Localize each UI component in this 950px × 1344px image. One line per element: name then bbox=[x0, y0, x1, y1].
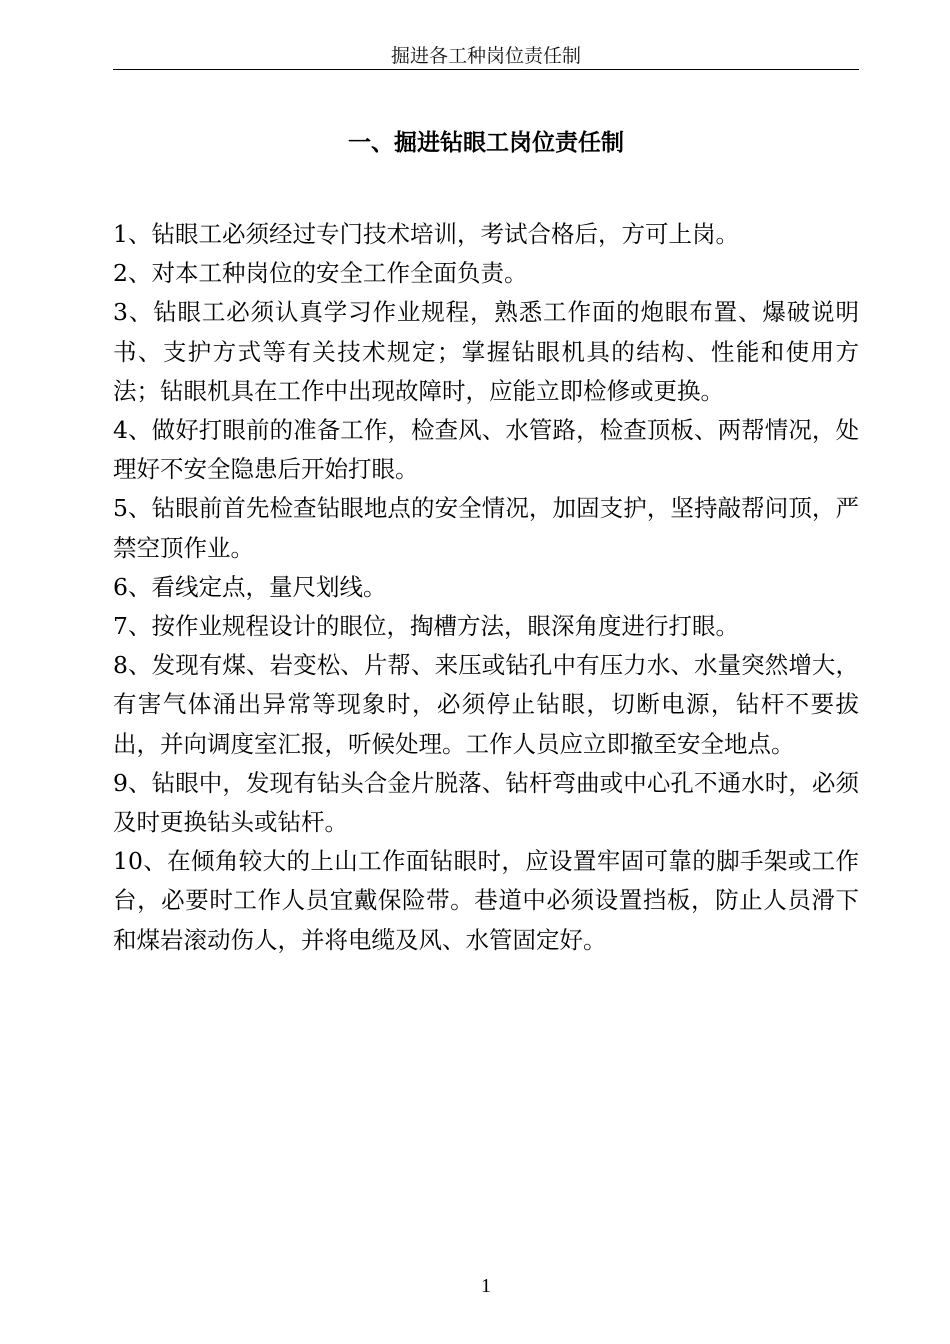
paragraph-8: 8、发现有煤、岩变松、片帮、来压或钻孔中有压力水、水量突然增大，有害气体涌出异常等现象时，必须停止钻眼，切断电源，钻杆不要拔出，并向调度室汇报，听候处理。工作人员应立即撤至安全地点。 bbox=[113, 651, 859, 758]
paragraph-7: 7、按作业规程设计的眼位，掏槽方法，眼深角度进行打眼。 bbox=[113, 612, 739, 641]
page-number: 1 bbox=[481, 1275, 491, 1297]
paragraph-4: 4、做好打眼前的准备工作，检查风、水管路，检查顶板、两帮情况，处理好不安全隐患后开始打眼。 bbox=[113, 416, 859, 484]
document-title: 一、掘进钻眼工岗位责任制 bbox=[348, 130, 624, 156]
running-header: 掘进各工种岗位责任制 bbox=[390, 45, 581, 67]
paragraph-5: 5、钻眼前首先检查钻眼地点的安全情况，加固支护，坚持敲帮问顶，严禁空顶作业。 bbox=[113, 494, 859, 562]
document-body bbox=[113, 215, 859, 960]
paragraph-2: 2、对本工种岗位的安全工作全面负责。 bbox=[113, 259, 528, 288]
paragraph-9: 9、钻眼中，发现有钻头合金片脱落、钻杆弯曲或中心孔不通水时，必须及时更换钻头或钻杆。 bbox=[113, 768, 859, 837]
paragraph-1: 1、钻眼工必须经过专门技术培训，考试合格后，方可上岗。 bbox=[113, 220, 739, 248]
paragraph-6: 6、看线定点，量尺划线。 bbox=[113, 572, 387, 601]
paragraph-10: 10、在倾角较大的上山工作面钻眼时，应设置牢固可靠的脚手架或工作台，必要时工作人员宜戴保险带。巷道中必须设置挡板，防止人员滑下和煤岩滚动伤人，并将电缆及风、水管固定好。 bbox=[113, 847, 859, 954]
header-divider bbox=[113, 69, 859, 70]
paragraph-3: 3、钻眼工必须认真学习作业规程，熟悉工作面的炮眼布置、爆破说明书、支护方式等有关技术规定；掌握钻眼机具的结构、性能和使用方法；钻眼机具在工作中出现故障时，应能立即检修或更换。 bbox=[113, 298, 859, 405]
